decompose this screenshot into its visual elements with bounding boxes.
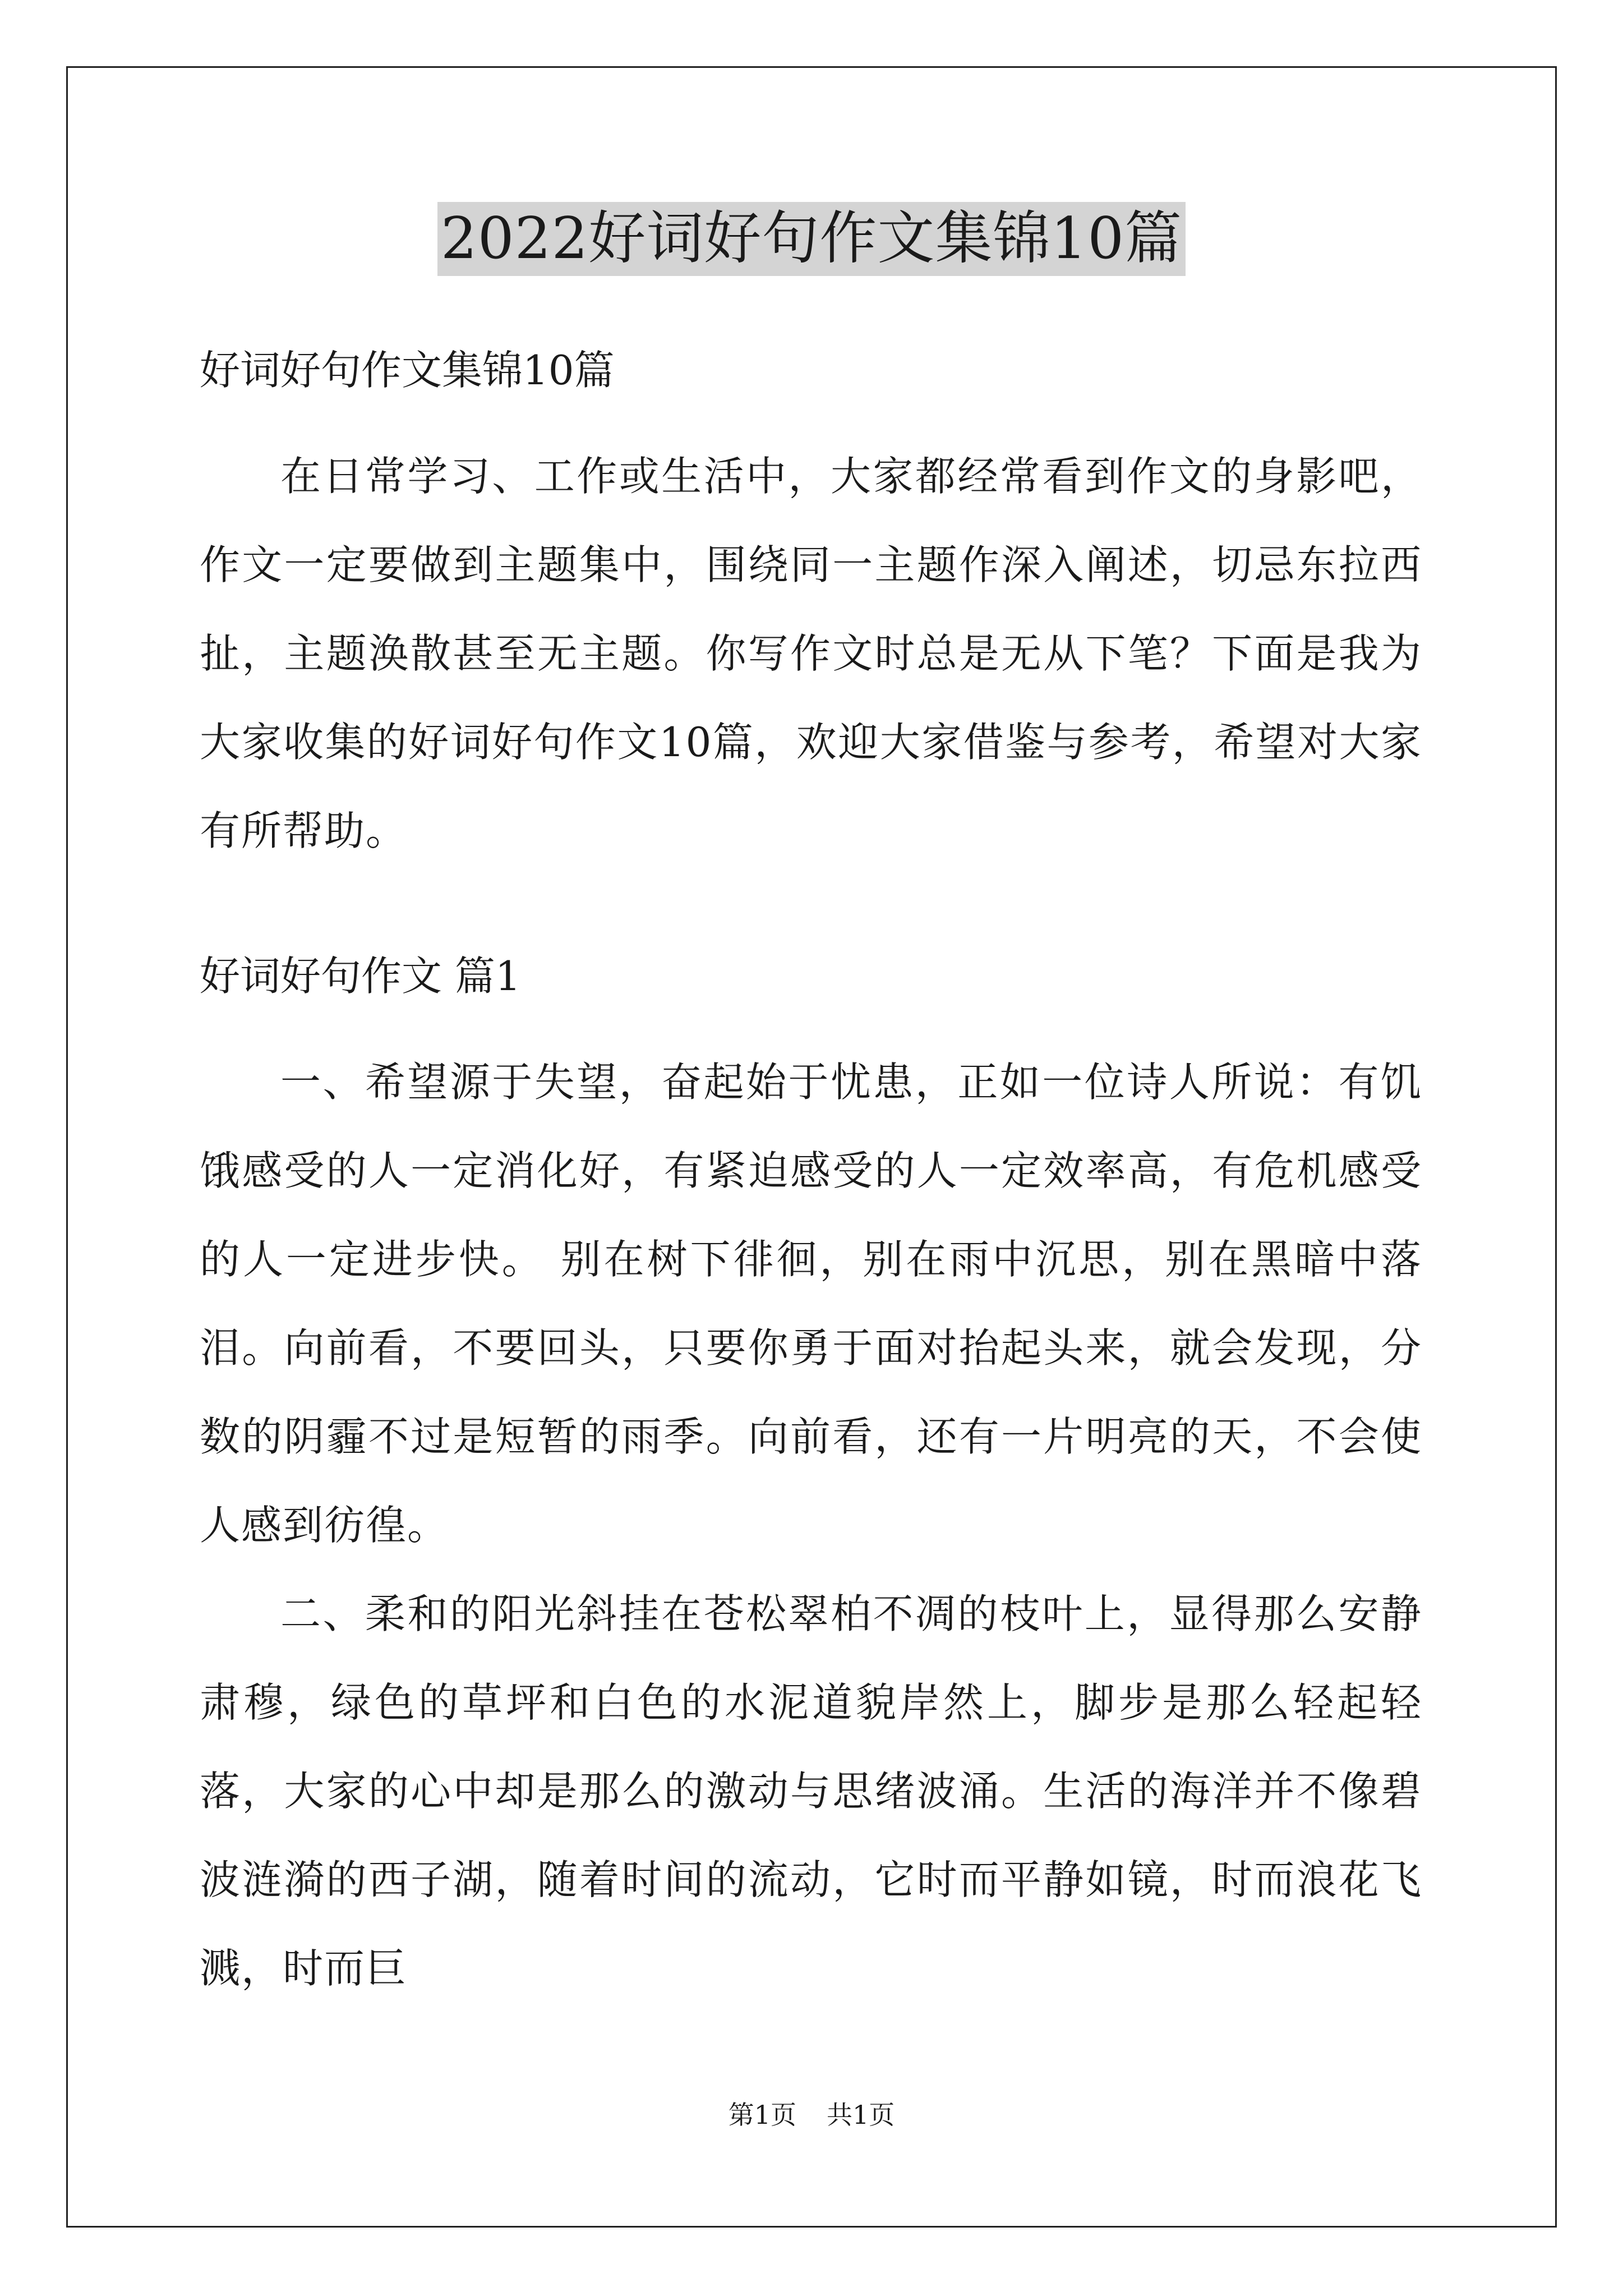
body-paragraph-1: 一、希望源于失望，奋起始于忧患，正如一位诗人所说：有饥饿感受的人一定消化好，有紧迫感受的人一定效率高，有危机感受的人一定进步快。 别在树下徘徊，别在雨中沉思，别在黑暗中落泪。向前看，不要回头，只要你勇于面对抬起头来，就会发现，分数的阴霾不过是短暂的雨季。向前看，还有一片明亮的天，不会使人感到彷徨。 <box>200 1059 1422 1549</box>
document-body <box>200 342 1422 2013</box>
spacer <box>200 1004 1422 1038</box>
page-total: 共1页 <box>827 2100 895 2130</box>
body-paragraph-2: 二、柔和的阳光斜挂在苍松翠柏不凋的枝叶上，显得那么安静肃穆，绿色的草坪和白色的水泥道貌岸然上，脚步是那么轻起轻落，大家的心中却是那么的激动与思绪波涌。生活的海洋并不像碧波涟漪的西子湖，随着时间的流动，它时而平静如镜，时而浪花飞溅，时而巨 <box>200 1590 1422 1992</box>
section-heading: 好词好句作文 篇1 <box>200 953 521 1000</box>
document-subtitle: 好词好句作文集锦10篇 <box>200 347 615 394</box>
page-footer <box>0 2098 1623 2132</box>
page-number: 第1页 <box>728 2100 796 2130</box>
spacer <box>200 875 1422 948</box>
intro-paragraph: 在日常学习、工作或生活中，大家都经常看到作文的身影吧，作文一定要做到主题集中，围绕同一主题作深入阐述，切忌东拉西扯，主题涣散甚至无主题。你写作文时总是无从下笔？下面是我为大家收集的好词好句作文10篇，欢迎大家借鉴与参考，希望对大家有所帮助。 <box>200 453 1422 854</box>
spacer <box>200 398 1422 432</box>
title-container <box>0 202 1623 276</box>
document-title: 2022好词好句作文集锦10篇 <box>437 202 1186 276</box>
